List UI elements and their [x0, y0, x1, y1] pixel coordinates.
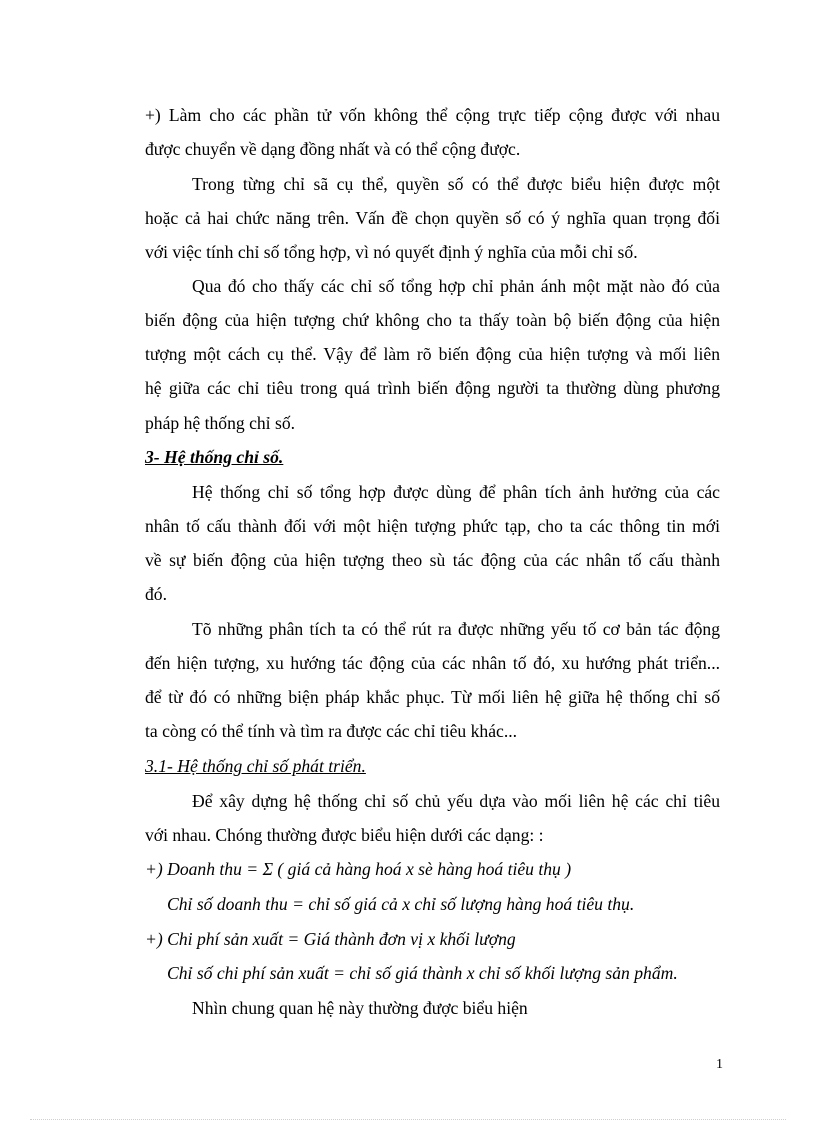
- text-line: Để xây dựng hệ thống chỉ số chủ yếu dựa vào mối liên hệ các chỉ tiêu: [192, 791, 720, 811]
- text-line: +) Làm cho các phần tử vốn không thể cộng trực tiếp cộng được với nhau: [145, 105, 720, 125]
- page-bottom-divider: [30, 1119, 786, 1120]
- text-line: Nhìn chung quan hệ này thường được biểu hiện: [192, 998, 528, 1018]
- formula-line: Chỉ số chi phí sản xuất = chỉ số giá thành x chỉ số khối lượng sản phẩm.: [167, 963, 678, 983]
- text-line: Tõ những phân tích ta có thể rút ra được những yếu tố cơ bản tác động: [192, 619, 720, 639]
- text-line: hoặc cả hai chức năng trên. Vấn đề chọn quyền số có ý nghĩa quan trọng đối: [145, 208, 720, 228]
- text-line: đến hiện tượng, xu hướng tác động của các nhân tố đó, xu hướng phát triển...: [145, 653, 720, 673]
- text-line: với việc tính chỉ số tổng hợp, vì nó quyết định ý nghĩa của mỗi chỉ số.: [145, 242, 638, 262]
- text-line: nhân tố cấu thành đối với một hiện tượng phức tạp, cho ta các thông tin mới: [145, 516, 720, 536]
- text-line: để từ đó có những biện pháp khắc phục. Từ mối liên hệ giữa hệ thống chỉ số: [145, 687, 720, 707]
- text-line: hệ giữa các chỉ tiêu trong quá trình biến động người ta thường dùng phương: [145, 378, 720, 398]
- formula-line: +) Doanh thu = Σ ( giá cả hàng hoá x sè hàng hoá tiêu thụ ): [145, 859, 572, 879]
- text-line: được chuyển về dạng đồng nhất và có thể cộng được.: [145, 139, 521, 159]
- text-line: tượng một cách cụ thể. Vậy để làm rõ biến động của hiện tượng và mối liên: [145, 344, 720, 364]
- text-line: Trong từng chỉ sã cụ thể, quyền số có thể được biểu hiện được một: [192, 174, 720, 194]
- text-line: đó.: [145, 584, 167, 604]
- formula-line: Chỉ số doanh thu = chỉ số giá cả x chỉ số lượng hàng hoá tiêu thụ.: [167, 894, 635, 914]
- text-line: Qua đó cho thấy các chỉ số tổng hợp chỉ phản ánh một mặt nào đó của: [192, 276, 720, 296]
- subsection-heading: 3.1- Hệ thống chỉ số phát triển.: [145, 756, 366, 776]
- text-line: ta còng có thể tính và tìm ra được các chỉ tiêu khác...: [145, 721, 518, 741]
- section-heading: 3- Hệ thống chỉ số.: [145, 447, 284, 467]
- page-number: 1: [716, 1057, 723, 1072]
- text-line: biến động của hiện tượng chứ không cho ta thấy toàn bộ biến động của hiện: [145, 310, 720, 330]
- text-line: Hệ thống chỉ số tổng hợp được dùng để phân tích ảnh hưởng của các: [192, 482, 720, 502]
- formula-line: +) Chi phí sản xuất = Giá thành đơn vị x khối lượng: [145, 929, 516, 949]
- text-line: với nhau. Chóng thường được biểu hiện dưới các dạng: :: [145, 825, 544, 845]
- text-line: pháp hệ thống chỉ số.: [145, 413, 296, 433]
- text-line: về sự biến động của hiện tượng theo sù tác động của các nhân tố cấu thành: [145, 550, 720, 570]
